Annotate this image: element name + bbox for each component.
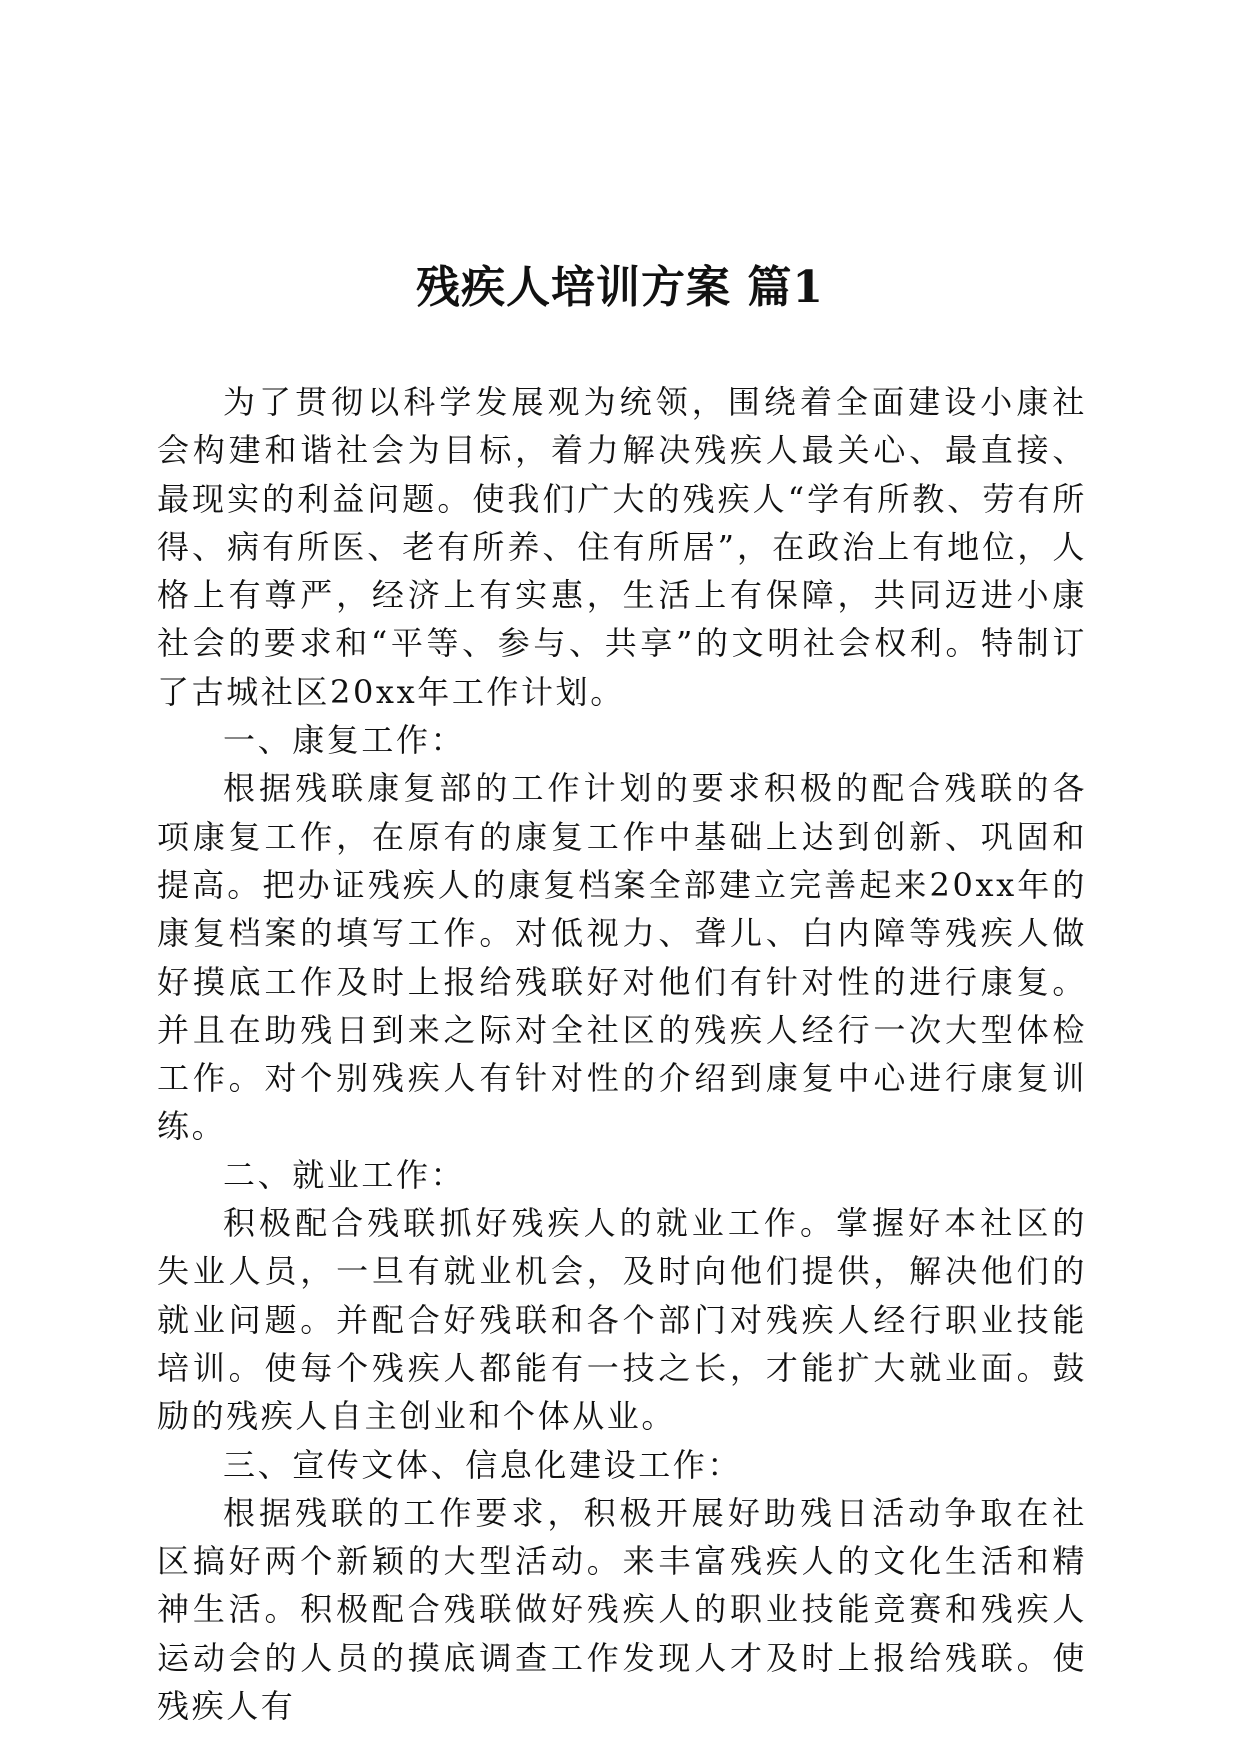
publicity-paragraph: 根据残联的工作要求，积极开展好助残日活动争取在社区搞好两个新颖的大型活动。来丰富残疾人的文化生活和精神生活。积极配合残联做好残疾人的职业技能竞赛和残疾人运动会的人员的摸底调查工作发现人才及时上报给残联。使残疾人有 <box>157 1493 1087 1726</box>
section-heading-publicity: 三、宣传文体、信息化建设工作： <box>223 1445 743 1484</box>
section-heading-employment: 二、就业工作： <box>223 1155 466 1194</box>
document-body <box>157 378 1087 1730</box>
employment-paragraph: 积极配合残联抓好残疾人的就业工作。掌握好本社区的失业人员，一旦有就业机会，及时向他们提供，解决他们的就业问题。并配合好残联和各个部门对残疾人经行职业技能培训。使每个残疾人都能有一技之长，才能扩大就业面。鼓励的残疾人自主创业和个体从业。 <box>157 1204 1087 1436</box>
document-title: 残疾人培训方案 篇1 <box>416 262 824 313</box>
rehabilitation-paragraph: 根据残联康复部的工作计划的要求积极的配合残联的各项康复工作，在原有的康复工作中基础上达到创新、巩固和提高。把办证残疾人的康复档案全部建立完善起来20xx年的康复档案的填写工作。对低视力、聋儿、白内障等残疾人做好摸底工作及时上报给残联好对他们有针对性的进行康复。并且在助残日到来之际对全社区的残疾人经行一次大型体检工作。对个别残疾人有针对性的介绍到康复中心进行康复训练。 <box>157 769 1087 1146</box>
section-heading-rehabilitation: 一、康复工作： <box>223 721 466 760</box>
intro-paragraph: 为了贯彻以科学发展观为统领，围绕着全面建设小康社会构建和谐社会为目标，着力解决残疾人最关心、最直接、最现实的利益问题。使我们广大的残疾人“学有所教、劳有所得、病有所医、老有所养、住有所居”，在政治上有地位，人格上有尊严，经济上有实惠，生活上有保障，共同迈进小康社会的要求和“平等、参与、共享”的文明社会权利。特制订了古城社区20xx年工作计划。 <box>157 383 1087 711</box>
